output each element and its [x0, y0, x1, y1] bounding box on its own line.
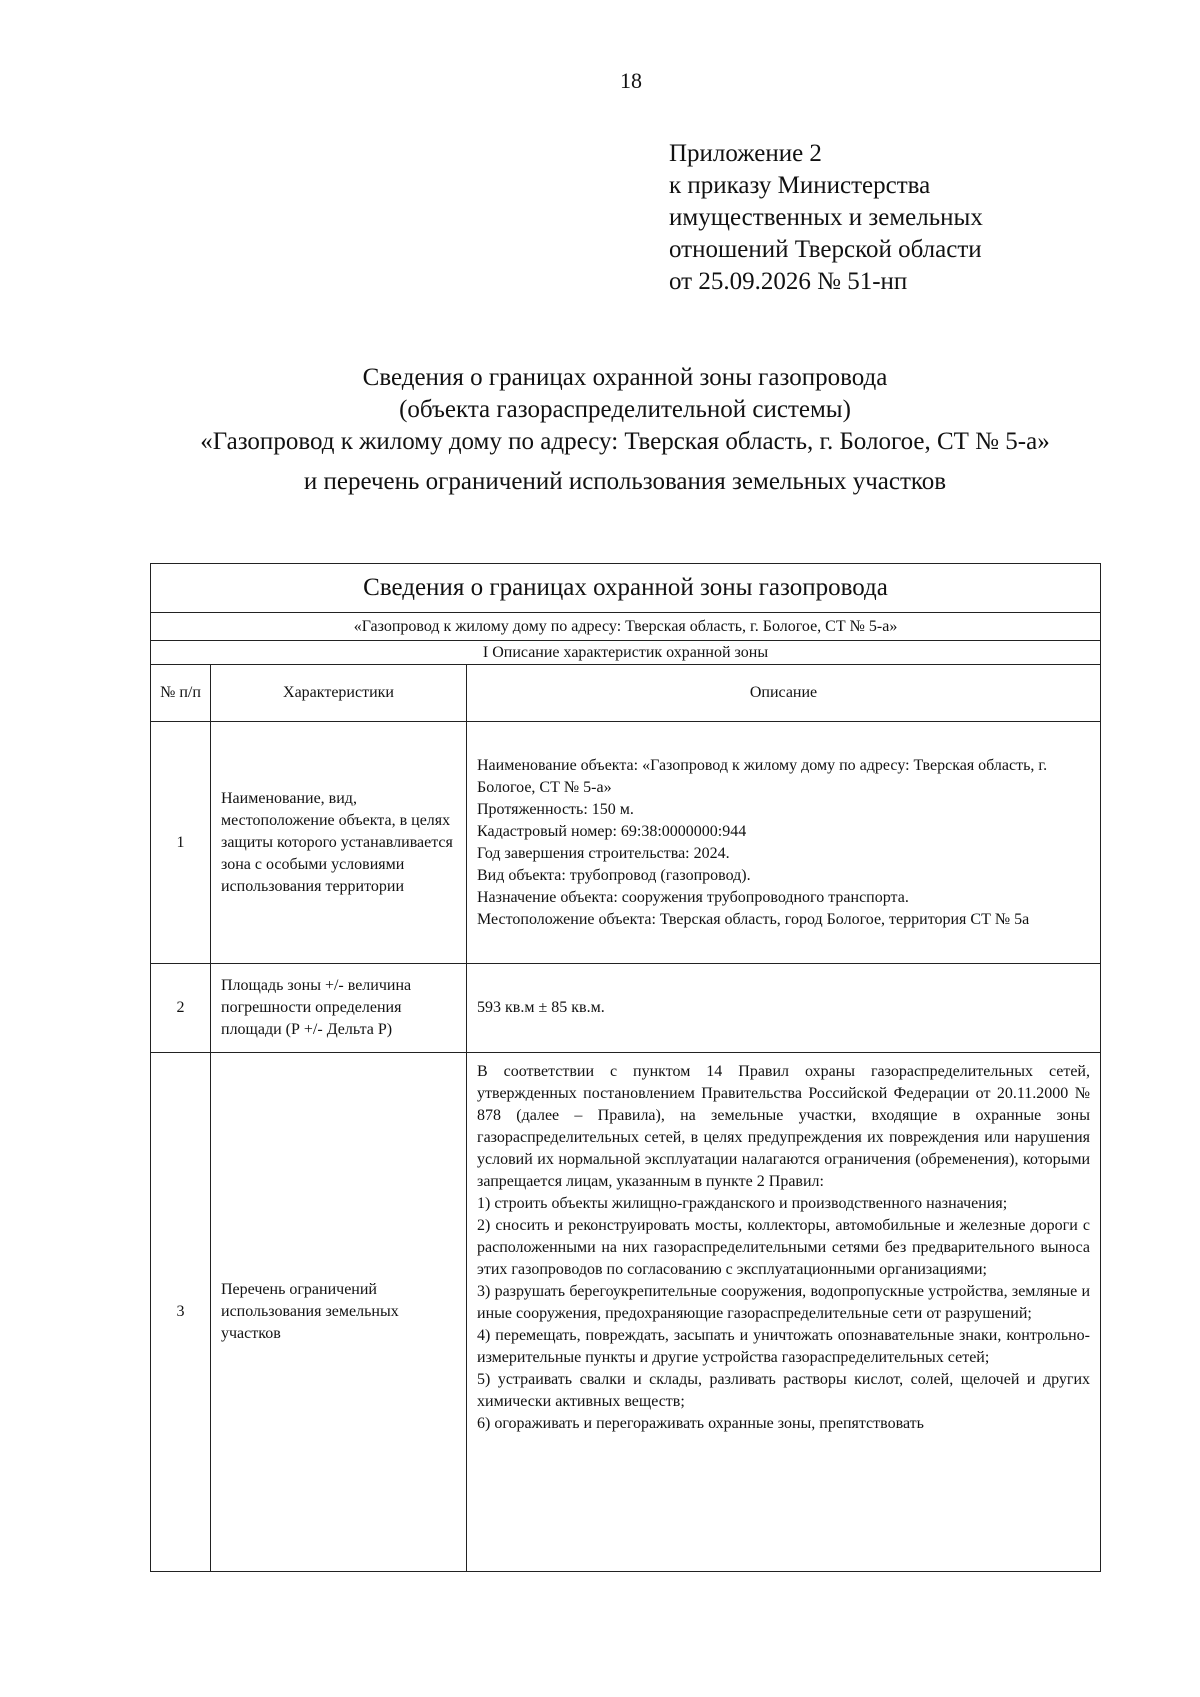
row-characteristic: Наименование, вид, местоположение объекта, в целях защиты которого устанавливается зона с особыми условиями использования территории	[211, 722, 467, 964]
page-number: 18	[620, 68, 642, 93]
restriction-item: 5) устраивать свалки и склады, разливать растворы кислот, солей, щелочей и других химически активных веществ;	[477, 1371, 1090, 1410]
document-title	[150, 362, 1100, 498]
title-line: и перечень ограничений использования земельных участков	[303, 468, 947, 495]
appendix-line: к приказу Министерства	[669, 172, 931, 199]
description-line: Кадастровый номер: 69:38:0000000:944	[477, 822, 747, 840]
title-line: Сведения о границах охранной зоны газопровода	[362, 364, 888, 391]
row-characteristic: Площадь зоны +/- величина погрешности определения площади (Р +/- Дельта Р)	[211, 964, 467, 1053]
description-line: Наименование объекта: «Газопровод к жилому дому по адресу: Тверская область, г. Бологое, СТ № 5-а»	[477, 756, 1048, 796]
description-line: Протяженность: 150 м.	[477, 800, 634, 818]
description-line: Местоположение объекта: Тверская область, город Бологое, территория СТ № 5а	[477, 910, 1030, 928]
appendix-line: отношений Тверской области	[669, 236, 982, 263]
restriction-item: 3) разрушать берегоукрепительные сооружения, водопропускные устройства, земляные и иные сооружения, предохраняющие газораспределительные сети от разрушений;	[477, 1283, 1090, 1322]
zone-table	[150, 563, 1101, 1572]
row-description: 593 кв.м ± 85 кв.м.	[467, 964, 1101, 1053]
restriction-item: 4) перемещать, повреждать, засыпать и уничтожать опознавательные знаки, контрольно-измерительные пункты и другие устройства газораспределительных сетей;	[477, 1327, 1090, 1366]
title-line: (объекта газораспределительной системы)	[399, 396, 851, 423]
restriction-item: 1) строить объекты жилищно-гражданского и производственного назначения;	[477, 1195, 1008, 1212]
table-row	[151, 1053, 1101, 1572]
column-header-num: № п/п	[151, 665, 211, 722]
table-object-line: «Газопровод к жилому дому по адресу: Тверская область, г. Бологое, СТ № 5-а»	[151, 613, 1101, 641]
restriction-item: 6) огораживать и перегораживать охранные зоны, препятствовать	[477, 1415, 924, 1432]
column-header-characteristics: Характеристики	[211, 665, 467, 722]
row-description	[467, 722, 1101, 964]
table-section-title: I Описание характеристик охранной зоны	[151, 641, 1101, 665]
restriction-item: 2) сносить и реконструировать мосты, коллекторы, автомобильные и железные дороги с расположенными на них газораспределительными сетями без предварительного выноса этих газопроводов по согласованию с эксплуатационными организациями;	[477, 1217, 1090, 1278]
row-description	[467, 1053, 1101, 1572]
row-characteristic: Перечень ограничений использования земельных участков	[211, 1053, 467, 1572]
row-number: 2	[151, 964, 211, 1053]
table-heading: Сведения о границах охранной зоны газопровода	[151, 564, 1101, 613]
description-line: Вид объекта: трубопровод (газопровод).	[477, 866, 751, 884]
row-number: 1	[151, 722, 211, 964]
appendix-line: Приложение 2	[669, 140, 822, 167]
appendix-line: имущественных и земельных	[669, 204, 983, 231]
column-header-description: Описание	[467, 665, 1101, 722]
table-row	[151, 964, 1101, 1053]
title-line: «Газопровод к жилому дому по адресу: Тверская область, г. Бологое, СТ № 5-а»	[200, 428, 1050, 455]
restriction-paragraph: В соответствии с пунктом 14 Правил охраны газораспределительных сетей, утвержденных постановлением Правительства Российской Федерации от 20.11.2000 № 878 (далее – Правила), на земельные участки, входящие в охранные зоны газораспределительных сетей, в целях предупреждения их повреждения или нарушения условий их нормальной эксплуатации налагаются ограничения (обременения), которыми запрещается лицам, указанным в пункте 2 Правил:	[477, 1063, 1090, 1190]
row-number: 3	[151, 1053, 211, 1572]
appendix-block	[669, 138, 983, 298]
description-line: Год завершения строительства: 2024.	[477, 844, 730, 862]
description-line: Назначение объекта: сооружения трубопроводного транспорта.	[477, 888, 909, 906]
appendix-line: от 25.09.2026 № 51-нп	[669, 268, 908, 295]
table-row	[151, 722, 1101, 964]
